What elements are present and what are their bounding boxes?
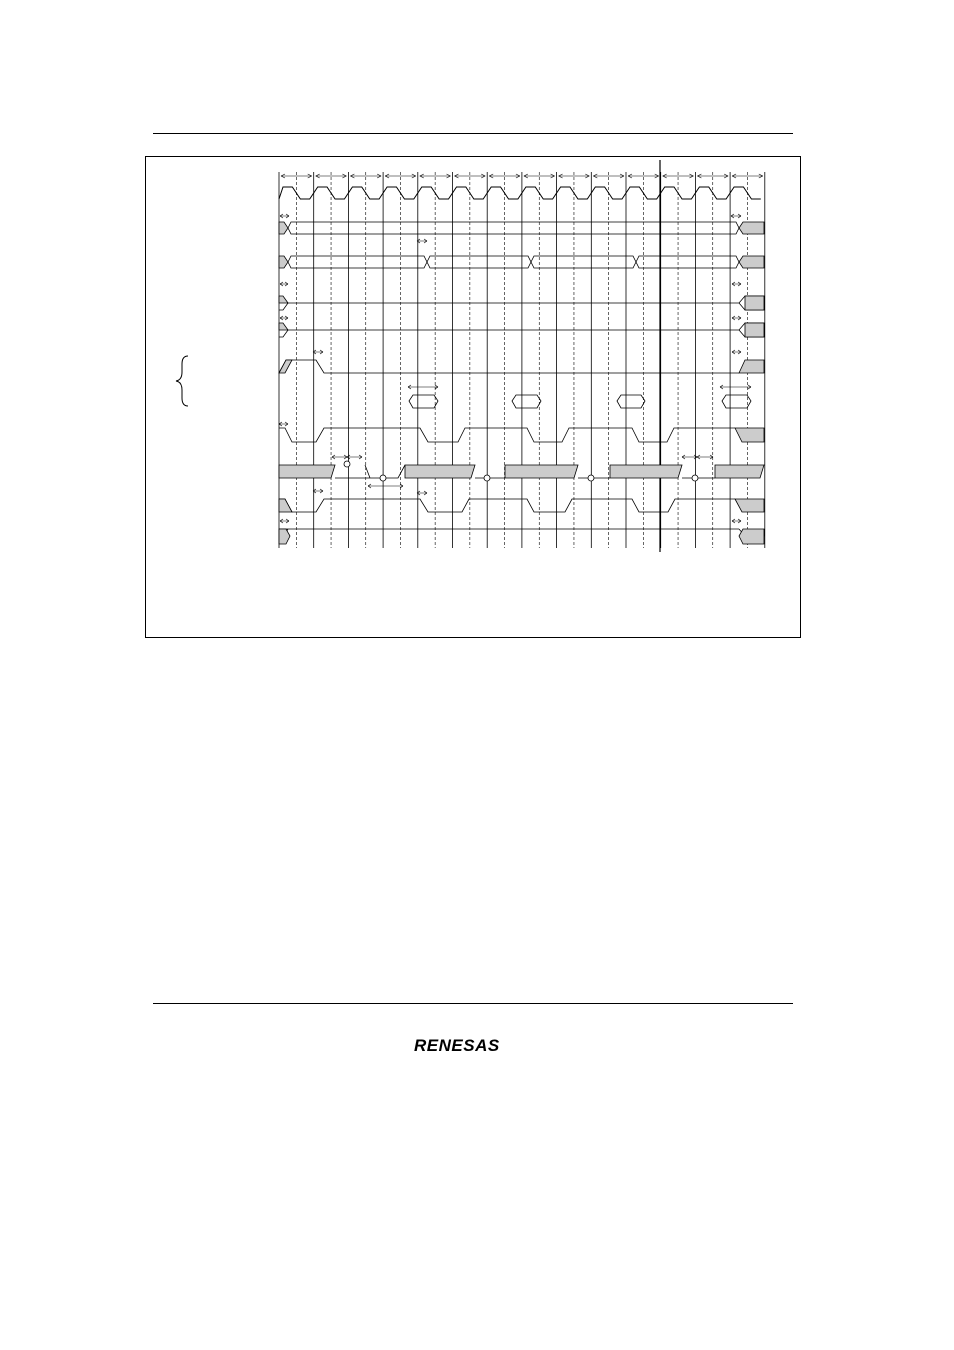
sample-point bbox=[484, 475, 490, 481]
timing-arrow bbox=[731, 214, 741, 218]
data-valid-window bbox=[722, 395, 751, 408]
sample-point bbox=[692, 475, 698, 481]
data-bus-fill bbox=[715, 465, 764, 478]
timing-arrow bbox=[313, 350, 323, 354]
bus-2-segment bbox=[636, 256, 739, 268]
timing-arrow bbox=[347, 455, 362, 459]
timing-arrow bbox=[720, 385, 751, 389]
bus-2-segment bbox=[531, 256, 636, 268]
signal-9-start-fill bbox=[279, 499, 292, 512]
data-bus-fill bbox=[405, 465, 475, 478]
bus-2-end bbox=[739, 256, 764, 268]
sample-point bbox=[380, 475, 386, 481]
timing-arrow bbox=[417, 239, 427, 243]
timing-arrow bbox=[280, 316, 288, 320]
timing-arrow bbox=[408, 385, 438, 389]
timing-arrow bbox=[682, 455, 697, 459]
bus-2-segment bbox=[288, 256, 427, 268]
signal-10-start-fill bbox=[279, 529, 290, 544]
timing-arrow bbox=[732, 282, 741, 286]
signal-9 bbox=[279, 499, 735, 512]
bus-2-start bbox=[279, 256, 288, 268]
sample-point bbox=[588, 475, 594, 481]
logo-text: RENESAS bbox=[414, 1036, 500, 1054]
timing-arrow bbox=[732, 316, 741, 320]
timing-arrow bbox=[313, 489, 323, 493]
signal-5-end-fill bbox=[739, 360, 764, 373]
data-bus-fill bbox=[505, 465, 578, 478]
data-bus-fill bbox=[610, 465, 682, 478]
bus-1-end bbox=[739, 222, 764, 234]
timing-arrow bbox=[280, 214, 289, 218]
signal-4-start-fill bbox=[279, 323, 288, 330]
timing-arrow bbox=[280, 282, 288, 286]
timing-arrow bbox=[280, 519, 289, 523]
timing-grid-lines bbox=[279, 160, 765, 552]
signal-3-start-fill bbox=[279, 296, 288, 303]
clock-waveform bbox=[279, 187, 761, 199]
bus-1-segment bbox=[288, 222, 739, 234]
footer-rule bbox=[153, 1003, 793, 1004]
data-valid-window bbox=[512, 395, 541, 408]
signal-4-fill bbox=[745, 323, 764, 337]
group-brace bbox=[176, 356, 188, 406]
bus-2-segment bbox=[427, 256, 531, 268]
data-valid-window bbox=[409, 395, 438, 408]
timing-arrow bbox=[332, 455, 347, 459]
signal-3-fill bbox=[745, 296, 764, 310]
timing-arrow bbox=[417, 491, 427, 495]
signal-10-end-fill bbox=[739, 529, 764, 544]
sample-point bbox=[344, 461, 350, 467]
timing-arrow bbox=[732, 350, 741, 354]
renesas-logo bbox=[412, 1034, 536, 1054]
signal-9-end-fill bbox=[735, 499, 764, 512]
bus-1-start bbox=[279, 222, 288, 234]
data-bus-fill bbox=[279, 465, 335, 478]
timing-arrow bbox=[368, 484, 403, 488]
signal-7 bbox=[279, 428, 735, 442]
data-valid-window bbox=[617, 395, 645, 408]
timing-arrow bbox=[697, 455, 713, 459]
signal-5-start-fill bbox=[279, 360, 292, 373]
timing-arrow bbox=[279, 422, 288, 426]
timing-arrow bbox=[732, 519, 741, 523]
signal-7-end-fill bbox=[735, 428, 764, 442]
